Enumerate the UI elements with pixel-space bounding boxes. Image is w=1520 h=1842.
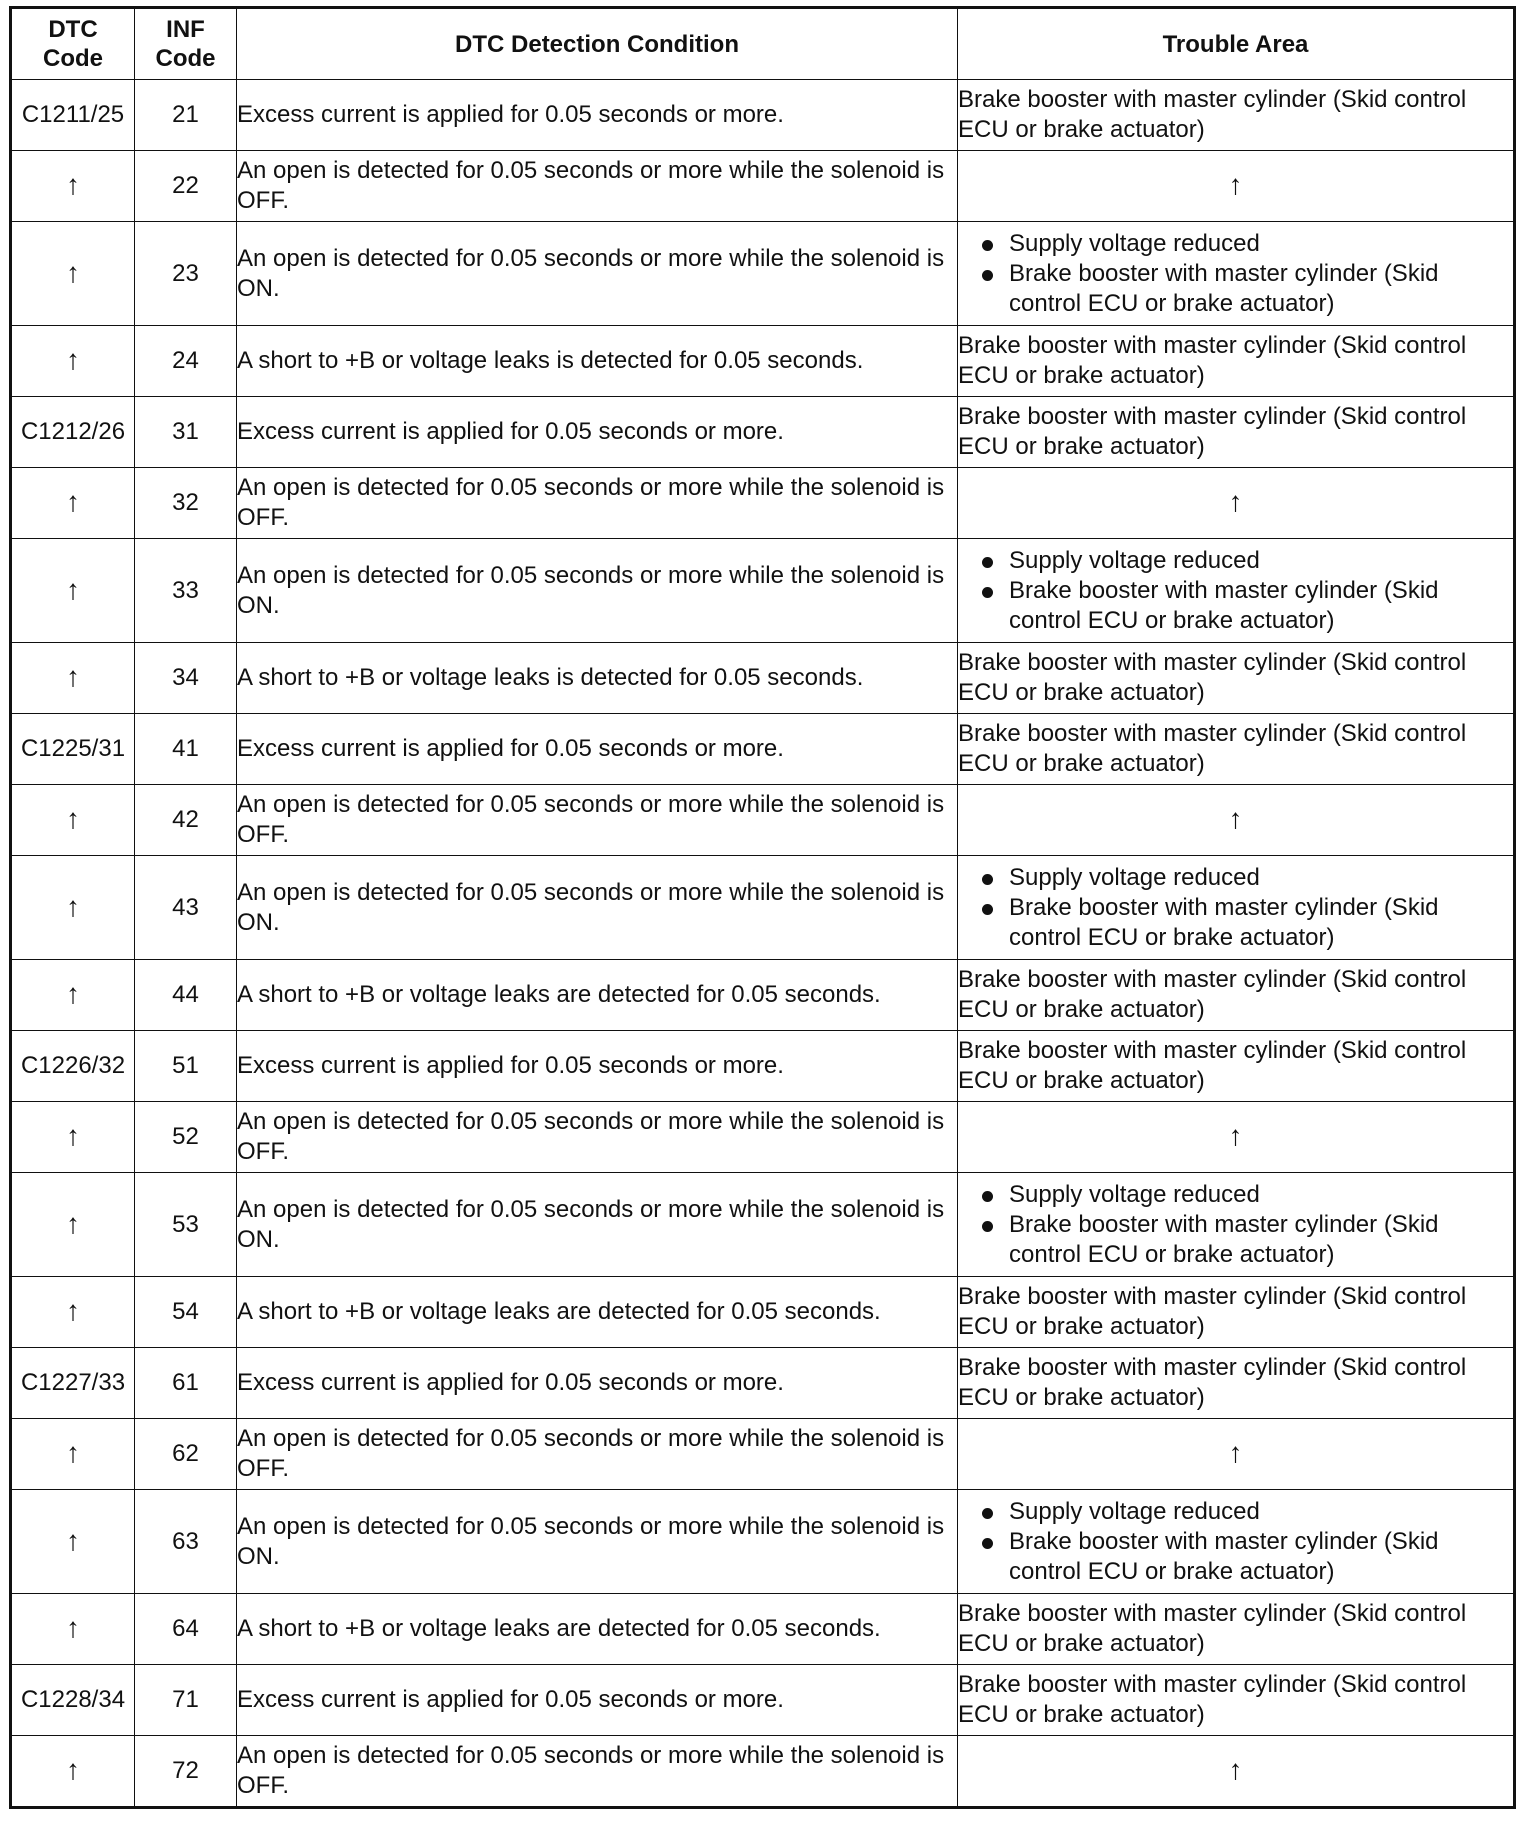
- trouble-area-text: Brake booster with master cylinder (Skid control ECU or brake actuator): [958, 1671, 1467, 1728]
- trouble-area-list-item: Brake booster with master cylinder (Skid control ECU or brake actuator): [982, 1527, 1513, 1587]
- detection-condition-cell: [237, 1173, 958, 1277]
- detection-condition-text: An open is detected for 0.05 seconds or more while the solenoid is OFF.: [237, 1742, 945, 1799]
- dtc-code-cell: [11, 326, 135, 397]
- inf-code-value: 33: [172, 576, 199, 604]
- detection-condition-text: A short to +B or voltage leaks are detected for 0.05 seconds.: [237, 1298, 881, 1325]
- same-as-above-arrow: ↑: [1228, 486, 1243, 517]
- trouble-area-cell: [958, 468, 1515, 539]
- trouble-area-list: [958, 1497, 1513, 1587]
- table-row: [11, 1419, 1515, 1490]
- detection-condition-text: A short to +B or voltage leaks is detected for 0.05 seconds.: [237, 664, 864, 691]
- inf-code-value: 54: [172, 1298, 199, 1325]
- trouble-area-cell: [958, 151, 1515, 222]
- inf-code-value: 71: [172, 1686, 199, 1713]
- trouble-area-cell: [958, 539, 1515, 643]
- trouble-area-text: Brake booster with master cylinder (Skid control ECU or brake actuator): [958, 1600, 1467, 1657]
- inf-code-value: 53: [172, 1210, 199, 1238]
- inf-code-cell: [135, 1102, 237, 1173]
- detection-condition-cell: [237, 397, 958, 468]
- trouble-area-cell: [958, 1594, 1515, 1665]
- table-row: [11, 960, 1515, 1031]
- trouble-area-text: Brake booster with master cylinder (Skid control ECU or brake actuator): [958, 649, 1467, 706]
- detection-condition-text: Excess current is applied for 0.05 seconds or more.: [237, 735, 784, 762]
- detection-condition-text: A short to +B or voltage leaks is detected for 0.05 seconds.: [237, 347, 864, 374]
- trouble-area-cell: [958, 714, 1515, 785]
- trouble-area-cell: [958, 1490, 1515, 1594]
- detection-condition-cell: [237, 785, 958, 856]
- inf-code-cell: [135, 714, 237, 785]
- trouble-area-cell: [958, 856, 1515, 960]
- dtc-code-cell: [11, 1419, 135, 1490]
- detection-condition-cell: [237, 468, 958, 539]
- detection-condition-cell: [237, 643, 958, 714]
- dtc-code-cell: [11, 1173, 135, 1277]
- table-row: [11, 151, 1515, 222]
- dtc-code-cell: [11, 960, 135, 1031]
- inf-code-value: 21: [172, 101, 199, 128]
- detection-condition-text: A short to +B or voltage leaks are detected for 0.05 seconds.: [237, 1615, 881, 1642]
- detection-condition-cell: [237, 1348, 958, 1419]
- header-trouble-area: [958, 8, 1515, 80]
- trouble-area-list-item: Supply voltage reduced: [982, 1497, 1513, 1527]
- detection-condition-text: An open is detected for 0.05 seconds or more while the solenoid is ON.: [237, 561, 945, 619]
- table-row: [11, 80, 1515, 151]
- same-as-above-arrow: ↑: [66, 890, 80, 922]
- same-as-above-arrow: ↑: [1228, 1437, 1243, 1468]
- same-as-above-arrow: ↑: [1228, 169, 1243, 200]
- detection-condition-cell: [237, 222, 958, 326]
- same-as-above-arrow: ↑: [66, 1120, 80, 1151]
- trouble-area-text: Brake booster with master cylinder (Skid control ECU or brake actuator): [958, 86, 1467, 143]
- detection-condition-cell: [237, 1736, 958, 1808]
- trouble-area-list: [958, 863, 1513, 953]
- same-as-above-arrow: ↑: [66, 1612, 80, 1643]
- trouble-area-cell: [958, 397, 1515, 468]
- inf-code-cell: [135, 1419, 237, 1490]
- dtc-code-cell: [11, 80, 135, 151]
- same-as-above-arrow: ↑: [66, 256, 80, 288]
- dtc-code-value: C1227/33: [20, 1369, 126, 1396]
- table-row: [11, 1173, 1515, 1277]
- trouble-area-list-item: Brake booster with master cylinder (Skid control ECU or brake actuator): [982, 259, 1513, 319]
- detection-condition-cell: [237, 1665, 958, 1736]
- inf-code-cell: [135, 326, 237, 397]
- dtc-code-cell: [11, 468, 135, 539]
- dtc-code-value: C1226/32: [20, 1052, 126, 1079]
- same-as-above-arrow: ↑: [66, 573, 80, 605]
- table-row: [11, 1102, 1515, 1173]
- inf-code-cell: [135, 1490, 237, 1594]
- table-row: [11, 856, 1515, 960]
- table-row: [11, 1277, 1515, 1348]
- trouble-area-cell: [958, 1031, 1515, 1102]
- trouble-area-list-item: Supply voltage reduced: [982, 863, 1513, 893]
- detection-condition-text: A short to +B or voltage leaks are detected for 0.05 seconds.: [237, 981, 881, 1008]
- dtc-code-cell: [11, 1490, 135, 1594]
- table-row: [11, 222, 1515, 326]
- trouble-area-list-item: Brake booster with master cylinder (Skid control ECU or brake actuator): [982, 893, 1513, 953]
- detection-condition-text: Excess current is applied for 0.05 seconds or more.: [237, 418, 784, 445]
- inf-code-value: 62: [172, 1440, 199, 1467]
- trouble-area-cell: [958, 1665, 1515, 1736]
- inf-code-cell: [135, 1348, 237, 1419]
- trouble-area-cell: [958, 326, 1515, 397]
- same-as-above-arrow: ↑: [66, 1207, 80, 1239]
- dtc-code-value: C1212/26: [20, 418, 126, 445]
- inf-code-value: 72: [172, 1757, 199, 1784]
- detection-condition-text: An open is detected for 0.05 seconds or more while the solenoid is ON.: [237, 878, 945, 936]
- detection-condition-text: An open is detected for 0.05 seconds or more while the solenoid is OFF.: [237, 474, 945, 531]
- table-row: [11, 1594, 1515, 1665]
- detection-condition-text: Excess current is applied for 0.05 seconds or more.: [237, 101, 784, 128]
- table-row: [11, 785, 1515, 856]
- trouble-area-text: Brake booster with master cylinder (Skid control ECU or brake actuator): [958, 403, 1467, 460]
- dtc-code-value: C1228/34: [20, 1686, 126, 1713]
- inf-code-value: 23: [172, 259, 199, 287]
- dtc-code-cell: [11, 714, 135, 785]
- trouble-area-cell: [958, 1102, 1515, 1173]
- same-as-above-arrow: ↑: [66, 661, 80, 692]
- detection-condition-text: Excess current is applied for 0.05 seconds or more.: [237, 1686, 784, 1713]
- table-row: [11, 1031, 1515, 1102]
- detection-condition-text: An open is detected for 0.05 seconds or more while the solenoid is ON.: [237, 1512, 945, 1570]
- inf-code-cell: [135, 960, 237, 1031]
- same-as-above-arrow: ↑: [1228, 1754, 1243, 1785]
- inf-code-cell: [135, 80, 237, 151]
- same-as-above-arrow: ↑: [66, 1295, 80, 1326]
- inf-code-cell: [135, 1031, 237, 1102]
- detection-condition-cell: [237, 539, 958, 643]
- same-as-above-arrow: ↑: [66, 1437, 80, 1468]
- same-as-above-arrow: ↑: [66, 978, 80, 1009]
- inf-code-value: 22: [172, 172, 199, 199]
- dtc-code-cell: [11, 397, 135, 468]
- dtc-code-cell: [11, 222, 135, 326]
- dtc-code-cell: [11, 1031, 135, 1102]
- table-row: [11, 1736, 1515, 1808]
- detection-condition-cell: [237, 1102, 958, 1173]
- trouble-area-list: [958, 1180, 1513, 1270]
- detection-condition-text: An open is detected for 0.05 seconds or more while the solenoid is OFF.: [237, 1425, 945, 1482]
- same-as-above-arrow: ↑: [66, 803, 80, 834]
- same-as-above-arrow: ↑: [1228, 803, 1243, 834]
- inf-code-cell: [135, 1277, 237, 1348]
- trouble-area-list-item: Supply voltage reduced: [982, 229, 1513, 259]
- table-body: [11, 80, 1515, 1808]
- detection-condition-cell: [237, 80, 958, 151]
- inf-code-value: 64: [172, 1615, 199, 1642]
- detection-condition-cell: [237, 1490, 958, 1594]
- dtc-code-cell: [11, 1736, 135, 1808]
- header-condition: [237, 8, 958, 80]
- inf-code-cell: [135, 1665, 237, 1736]
- inf-code-cell: [135, 643, 237, 714]
- table-row: [11, 714, 1515, 785]
- detection-condition-text: Excess current is applied for 0.05 seconds or more.: [237, 1369, 784, 1396]
- table-row: [11, 643, 1515, 714]
- header-trouble-area-label: Trouble Area: [1162, 30, 1309, 58]
- header-condition-label: DTC Detection Condition: [455, 30, 739, 58]
- table-row: [11, 1490, 1515, 1594]
- table-row: [11, 539, 1515, 643]
- table-row: [11, 1665, 1515, 1736]
- inf-code-cell: [135, 468, 237, 539]
- detection-condition-cell: [237, 1277, 958, 1348]
- dtc-code-cell: [11, 1594, 135, 1665]
- detection-condition-cell: [237, 1594, 958, 1665]
- detection-condition-text: An open is detected for 0.05 seconds or more while the solenoid is OFF.: [237, 791, 945, 848]
- trouble-area-list-item: Supply voltage reduced: [982, 546, 1513, 576]
- inf-code-value: 31: [172, 418, 199, 445]
- header-inf-code-label: INF Code: [155, 16, 216, 72]
- dtc-code-cell: [11, 785, 135, 856]
- dtc-table: [9, 6, 1516, 1809]
- trouble-area-list: [958, 546, 1513, 636]
- trouble-area-list-item: Brake booster with master cylinder (Skid control ECU or brake actuator): [982, 1210, 1513, 1270]
- detection-condition-cell: [237, 714, 958, 785]
- inf-code-value: 61: [172, 1369, 199, 1396]
- detection-condition-cell: [237, 1419, 958, 1490]
- dtc-code-value: C1225/31: [20, 735, 126, 762]
- detection-condition-cell: [237, 1031, 958, 1102]
- same-as-above-arrow: ↑: [66, 1524, 80, 1556]
- table-row: [11, 326, 1515, 397]
- trouble-area-text: Brake booster with master cylinder (Skid control ECU or brake actuator): [958, 1354, 1467, 1411]
- detection-condition-cell: [237, 326, 958, 397]
- detection-condition-text: Excess current is applied for 0.05 seconds or more.: [237, 1052, 784, 1079]
- table-row: [11, 468, 1515, 539]
- same-as-above-arrow: ↑: [1228, 1120, 1243, 1151]
- trouble-area-cell: [958, 643, 1515, 714]
- detection-condition-text: An open is detected for 0.05 seconds or more while the solenoid is ON.: [237, 244, 945, 302]
- table-header: [11, 8, 1515, 80]
- same-as-above-arrow: ↑: [66, 1754, 80, 1785]
- dtc-code-cell: [11, 539, 135, 643]
- trouble-area-list-item: Brake booster with master cylinder (Skid control ECU or brake actuator): [982, 576, 1513, 636]
- inf-code-cell: [135, 856, 237, 960]
- inf-code-value: 34: [172, 664, 199, 691]
- inf-code-value: 63: [172, 1527, 199, 1555]
- detection-condition-text: An open is detected for 0.05 seconds or more while the solenoid is ON.: [237, 1195, 945, 1253]
- dtc-code-cell: [11, 151, 135, 222]
- trouble-area-text: Brake booster with master cylinder (Skid control ECU or brake actuator): [958, 332, 1467, 389]
- trouble-area-cell: [958, 1348, 1515, 1419]
- trouble-area-list: [958, 229, 1513, 319]
- header-dtc-code: [11, 8, 135, 80]
- trouble-area-cell: [958, 222, 1515, 326]
- trouble-area-cell: [958, 1173, 1515, 1277]
- inf-code-cell: [135, 397, 237, 468]
- dtc-code-cell: [11, 1102, 135, 1173]
- inf-code-cell: [135, 222, 237, 326]
- inf-code-cell: [135, 151, 237, 222]
- trouble-area-text: Brake booster with master cylinder (Skid control ECU or brake actuator): [958, 720, 1467, 777]
- dtc-code-cell: [11, 1277, 135, 1348]
- detection-condition-text: An open is detected for 0.05 seconds or more while the solenoid is OFF.: [237, 1108, 945, 1165]
- inf-code-value: 32: [172, 489, 199, 516]
- trouble-area-cell: [958, 785, 1515, 856]
- header-dtc-code-label: DTC Code: [43, 16, 103, 72]
- detection-condition-text: An open is detected for 0.05 seconds or more while the solenoid is OFF.: [237, 157, 945, 214]
- inf-code-value: 51: [172, 1052, 199, 1079]
- trouble-area-list-item: Supply voltage reduced: [982, 1180, 1513, 1210]
- trouble-area-text: Brake booster with master cylinder (Skid control ECU or brake actuator): [958, 966, 1467, 1023]
- dtc-code-value: C1211/25: [21, 101, 125, 128]
- same-as-above-arrow: ↑: [66, 169, 80, 200]
- inf-code-value: 44: [172, 981, 199, 1008]
- inf-code-value: 42: [172, 806, 199, 833]
- header-inf-code: [135, 8, 237, 80]
- trouble-area-cell: [958, 960, 1515, 1031]
- trouble-area-cell: [958, 80, 1515, 151]
- inf-code-cell: [135, 1594, 237, 1665]
- same-as-above-arrow: ↑: [66, 486, 80, 517]
- inf-code-cell: [135, 1173, 237, 1277]
- table-row: [11, 397, 1515, 468]
- trouble-area-cell: [958, 1277, 1515, 1348]
- inf-code-cell: [135, 539, 237, 643]
- inf-code-value: 52: [172, 1123, 199, 1150]
- detection-condition-cell: [237, 856, 958, 960]
- detection-condition-cell: [237, 960, 958, 1031]
- trouble-area-text: Brake booster with master cylinder (Skid control ECU or brake actuator): [958, 1037, 1467, 1094]
- table-row: [11, 1348, 1515, 1419]
- trouble-area-cell: [958, 1736, 1515, 1808]
- inf-code-value: 43: [172, 893, 199, 921]
- dtc-code-cell: [11, 1348, 135, 1419]
- inf-code-value: 24: [172, 347, 199, 374]
- dtc-code-cell: [11, 856, 135, 960]
- dtc-code-cell: [11, 1665, 135, 1736]
- dtc-code-cell: [11, 643, 135, 714]
- trouble-area-cell: [958, 1419, 1515, 1490]
- inf-code-cell: [135, 1736, 237, 1808]
- inf-code-cell: [135, 785, 237, 856]
- header-row: [11, 8, 1515, 80]
- trouble-area-text: Brake booster with master cylinder (Skid control ECU or brake actuator): [958, 1283, 1467, 1340]
- detection-condition-cell: [237, 151, 958, 222]
- inf-code-value: 41: [172, 735, 199, 762]
- same-as-above-arrow: ↑: [66, 344, 80, 375]
